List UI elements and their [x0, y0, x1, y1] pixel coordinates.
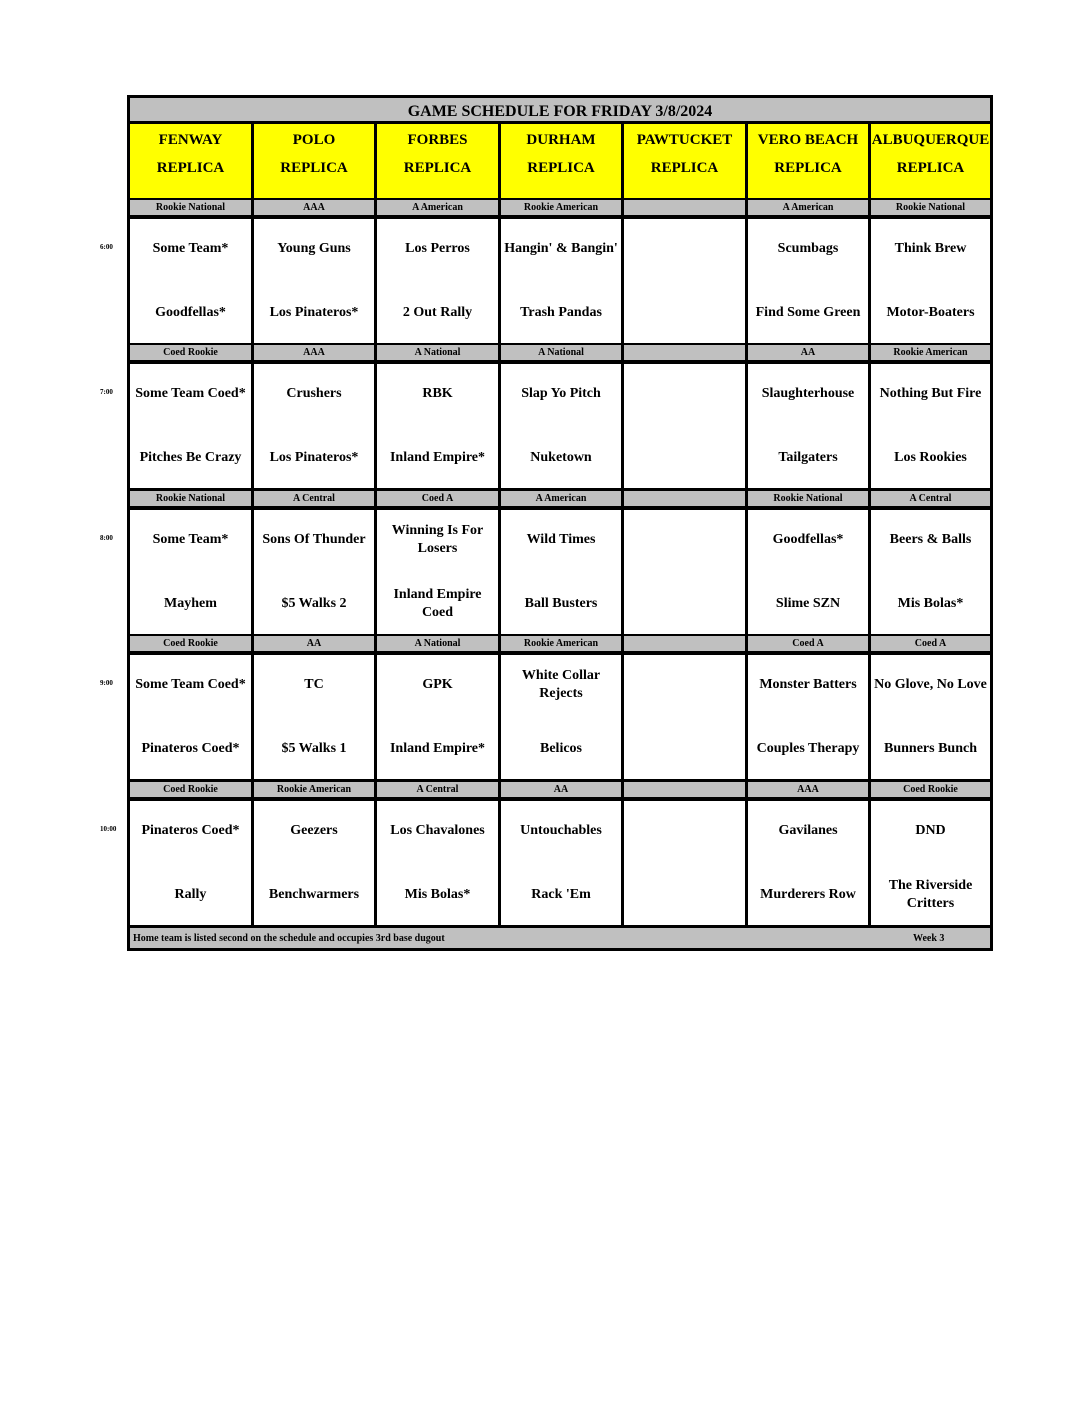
- field-header-polo: [254, 124, 374, 198]
- home-team: [626, 727, 743, 771]
- field-header-pawtucket: [624, 124, 745, 198]
- field-name: POLO: [292, 132, 336, 148]
- home-team: Trash Pandas: [520, 305, 602, 320]
- division-label: Coed Rookie: [130, 636, 251, 651]
- division-label: A Central: [254, 491, 374, 506]
- away-team: TC: [304, 677, 324, 692]
- time-slot-label: 7:00: [100, 388, 113, 396]
- home-team: Inland Empire*: [389, 450, 486, 465]
- field-type: REPLICA: [527, 160, 595, 176]
- field-type: REPLICA: [403, 160, 472, 176]
- division-label: Rookie National: [130, 200, 251, 215]
- field-name: PAWTUCKET: [636, 132, 733, 148]
- home-team: Ball Busters: [524, 596, 598, 611]
- away-team: Young Guns: [277, 241, 351, 256]
- game-cell: [377, 219, 498, 343]
- division-label: A Central: [377, 782, 498, 797]
- time-slot-label: 6:00: [100, 243, 113, 251]
- home-team: Couples Therapy: [756, 741, 860, 756]
- home-team: $5 Walks 1: [281, 741, 347, 756]
- home-team: Slime SZN: [775, 596, 841, 611]
- game-cell: [501, 219, 621, 343]
- game-cell: [377, 801, 498, 925]
- away-team: Hangin' & Bangin': [504, 241, 618, 256]
- game-cell: [624, 219, 745, 343]
- field-name: FORBES: [407, 132, 468, 148]
- game-cell: [130, 801, 251, 925]
- away-team: White Collar Rejects: [521, 668, 601, 701]
- away-team: Gavilanes: [778, 823, 838, 838]
- home-team: [626, 582, 743, 626]
- division-label: Rookie National: [130, 491, 251, 506]
- division-label: A National: [501, 345, 621, 360]
- game-cell: [130, 655, 251, 779]
- away-team: Some Team Coed*: [135, 386, 246, 401]
- division-label: [624, 636, 745, 651]
- home-team: Tailgaters: [778, 450, 838, 465]
- division-label: Coed Rookie: [130, 345, 251, 360]
- game-cell: [748, 510, 868, 634]
- game-cell: [501, 801, 621, 925]
- game-cell: [377, 510, 498, 634]
- home-team: 2 Out Rally: [402, 305, 473, 320]
- game-cell: [254, 801, 374, 925]
- division-label: A American: [501, 491, 621, 506]
- time-slot-label: 10:00: [100, 825, 117, 833]
- away-team: Some Team Coed*: [135, 677, 246, 692]
- away-team: Slap Yo Pitch: [521, 386, 601, 401]
- away-team: RBK: [422, 386, 453, 401]
- away-team: Los Perros: [405, 241, 470, 256]
- division-label: Coed A: [748, 636, 868, 651]
- division-label: AAA: [748, 782, 868, 797]
- division-label: A American: [377, 200, 498, 215]
- home-team: Goodfellas*: [155, 305, 226, 320]
- away-team: Untouchables: [520, 823, 602, 838]
- game-cell: [501, 655, 621, 779]
- field-header-fenway: [130, 124, 251, 198]
- away-team: No Glove, No Love: [874, 677, 987, 692]
- field-name: VERO BEACH: [757, 132, 859, 148]
- game-cell: [130, 510, 251, 634]
- away-team: Slaughterhouse: [761, 386, 855, 401]
- home-team: Find Some Green: [755, 305, 861, 320]
- away-team: Beers & Balls: [889, 532, 972, 547]
- away-team: Sons Of Thunder: [262, 532, 366, 547]
- home-team: Inland Empire*: [389, 741, 486, 756]
- game-cell: [624, 655, 745, 779]
- away-team: DND: [915, 823, 946, 838]
- time-slot-label: 9:00: [100, 679, 113, 687]
- home-team: [626, 291, 743, 335]
- division-label: Coed Rookie: [871, 782, 990, 797]
- game-cell: [377, 364, 498, 488]
- division-label: [624, 345, 745, 360]
- division-label: Coed Rookie: [130, 782, 251, 797]
- field-name: FENWAY: [158, 132, 223, 148]
- home-team: Motor-Boaters: [886, 305, 975, 320]
- game-cell: [748, 655, 868, 779]
- game-cell: [871, 219, 990, 343]
- game-cell: [748, 364, 868, 488]
- division-label: AAA: [254, 200, 374, 215]
- home-team: Los Pinateros*: [269, 450, 359, 465]
- away-team: Think Brew: [894, 241, 967, 256]
- schedule-footer: [130, 928, 990, 948]
- home-team: Rack 'Em: [531, 887, 591, 902]
- division-label: [624, 491, 745, 506]
- away-team: Geezers: [290, 823, 338, 838]
- away-team: Goodfellas*: [772, 532, 844, 547]
- game-cell: [748, 219, 868, 343]
- home-team: Los Pinateros*: [269, 305, 359, 320]
- home-team: Pitches Be Crazy: [139, 450, 242, 465]
- field-type: REPLICA: [156, 160, 225, 176]
- game-cell: [624, 364, 745, 488]
- division-label: Rookie National: [871, 200, 990, 215]
- time-slot-label: 8:00: [100, 534, 113, 542]
- home-team-note: Home team is listed second on the schedule and occupies 3rd base dugout: [133, 933, 445, 944]
- division-label: A American: [748, 200, 868, 215]
- game-cell: [871, 510, 990, 634]
- week-label: Week 3: [913, 933, 945, 944]
- home-team: Murderers Row: [760, 887, 856, 902]
- home-team: Rally: [174, 887, 207, 902]
- game-cell: [130, 219, 251, 343]
- away-team: Nothing But Fire: [879, 386, 982, 401]
- division-label: [624, 782, 745, 797]
- away-team: Some Team*: [152, 241, 229, 256]
- field-header-vero-beach: [748, 124, 868, 198]
- field-type: REPLICA: [896, 160, 965, 176]
- away-team: [626, 518, 743, 562]
- division-label: AAA: [254, 345, 374, 360]
- division-label: Rookie American: [871, 345, 990, 360]
- away-team: Los Chavalones: [390, 823, 485, 838]
- home-team: Mis Bolas*: [404, 887, 471, 902]
- away-team: Winning Is For Losers: [391, 523, 484, 556]
- home-team: Inland Empire Coed: [393, 587, 482, 620]
- division-label: AA: [501, 782, 621, 797]
- division-label: [624, 200, 745, 215]
- away-team: Crushers: [286, 386, 342, 401]
- home-team: The Riverside Critters: [888, 878, 973, 911]
- division-label: Rookie American: [501, 636, 621, 651]
- away-team: [626, 227, 743, 271]
- away-team: GPK: [422, 677, 453, 692]
- game-cell: [254, 364, 374, 488]
- division-label: A Central: [871, 491, 990, 506]
- game-cell: [377, 655, 498, 779]
- game-cell: [748, 801, 868, 925]
- field-type: REPLICA: [650, 160, 719, 176]
- away-team: Monster Batters: [759, 677, 857, 692]
- division-label: Rookie National: [748, 491, 868, 506]
- division-label: Coed A: [377, 491, 498, 506]
- game-cell: [501, 510, 621, 634]
- field-type: REPLICA: [280, 160, 348, 176]
- field-header-albuquerque: [871, 124, 990, 198]
- home-team: Benchwarmers: [268, 887, 360, 902]
- home-team: Pinateros Coed*: [141, 741, 240, 756]
- home-team: $5 Walks 2: [281, 596, 347, 611]
- game-cell: [624, 510, 745, 634]
- game-cell: [501, 364, 621, 488]
- division-label: AA: [254, 636, 374, 651]
- field-name: ALBUQUERQUE: [871, 132, 990, 148]
- division-label: A National: [377, 345, 498, 360]
- away-team: Scumbags: [777, 241, 839, 256]
- schedule-title: GAME SCHEDULE FOR FRIDAY 3/8/2024: [130, 98, 990, 124]
- away-team: Some Team*: [152, 532, 229, 547]
- away-team: Wild Times: [526, 532, 596, 547]
- away-team: [626, 372, 743, 416]
- division-label: AA: [748, 345, 868, 360]
- division-label: A National: [377, 636, 498, 651]
- field-header-forbes: [377, 124, 498, 198]
- division-label: Rookie American: [254, 782, 374, 797]
- field-name: DURHAM: [526, 132, 596, 148]
- game-cell: [254, 219, 374, 343]
- home-team: Belicos: [540, 741, 582, 756]
- field-header-durham: [501, 124, 621, 198]
- game-cell: [254, 655, 374, 779]
- field-type: REPLICA: [774, 160, 842, 176]
- away-team: [626, 663, 743, 707]
- division-label: Coed A: [871, 636, 990, 651]
- home-team: Mayhem: [164, 596, 217, 611]
- home-team: Nuketown: [530, 450, 592, 465]
- home-team: Bunners Bunch: [884, 741, 977, 756]
- game-cell: [871, 801, 990, 925]
- home-team: Los Rookies: [894, 450, 967, 465]
- home-team: Mis Bolas*: [897, 596, 964, 611]
- game-cell: [254, 510, 374, 634]
- game-cell: [871, 364, 990, 488]
- division-label: Rookie American: [501, 200, 621, 215]
- game-cell: [871, 655, 990, 779]
- away-team: Pinateros Coed*: [141, 823, 240, 838]
- game-schedule-table: [127, 95, 993, 951]
- game-cell: [130, 364, 251, 488]
- away-team: [626, 809, 743, 853]
- home-team: [626, 873, 743, 917]
- home-team: [626, 436, 743, 480]
- game-cell: [624, 801, 745, 925]
